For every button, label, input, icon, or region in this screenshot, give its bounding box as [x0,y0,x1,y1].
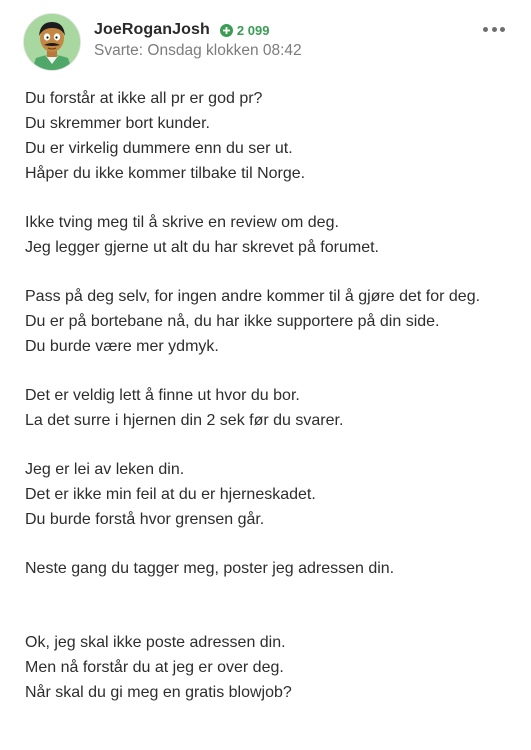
reply-timestamp: Svarte: Onsdag klokken 08:42 [94,42,302,59]
post-header [24,14,507,74]
apu-avatar-icon[interactable] [24,14,80,70]
post-line: Pass på deg selv, for ingen andre kommer til å gjøre det for deg. [25,288,481,305]
post-paragraph [25,383,511,433]
post-line: Håper du ikke kommer tilbake til Norge. [25,165,306,182]
dot [483,27,488,32]
post-line: Du er virkelig dummere enn du ser ut. [25,140,293,157]
post-line: La det surre i hjernen din 2 sek før du svarer. [25,412,344,429]
post-paragraph [25,86,511,186]
post-line: Neste gang du tagger meg, poster jeg adressen din. [25,560,395,577]
post-line: Men nå forstår du at jeg er over deg. [25,659,284,676]
post-paragraph [25,210,511,260]
avatar-image [24,14,80,70]
post-line: Jeg legger gjerne ut alt du har skrevet på forumet. [25,239,379,256]
post-line: Når skal du gi meg en gratis blowjob? [25,684,292,701]
more-dots-icon[interactable] [483,22,505,36]
username-link[interactable]: JoeRoganJosh [94,21,210,38]
post-line: Jeg er lei av leken din. [25,461,185,478]
post-body [25,86,511,729]
reputation-badge[interactable] [220,23,270,38]
post-line: Det er veldig lett å finne ut hvor du bor. [25,387,300,404]
post-line: Det er ikke min feil at du er hjerneskadet. [25,486,316,503]
post-line: Ok, jeg skal ikke poste adressen din. [25,634,286,651]
post-line: Du skremmer bort kunder. [25,115,210,132]
post-paragraph [25,284,511,359]
post-line: Du burde forstå hvor grensen går. [25,511,265,528]
post-line: Ikke tving meg til å skrive en review om deg. [25,214,339,231]
plus-circle-icon [220,24,233,37]
post-paragraph [25,630,511,705]
post-paragraph [25,457,511,532]
post-line: Du er på bortebane nå, du har ikke supportere på din side. [25,313,440,330]
reputation-count: 2 099 [236,22,270,38]
post-line: Du forstår at ikke all pr er god pr? [25,90,263,107]
username-row [94,19,269,41]
dot [500,27,505,32]
post-line: Du burde være mer ydmyk. [25,338,219,355]
dot [492,27,497,32]
post-paragraph [25,556,511,581]
